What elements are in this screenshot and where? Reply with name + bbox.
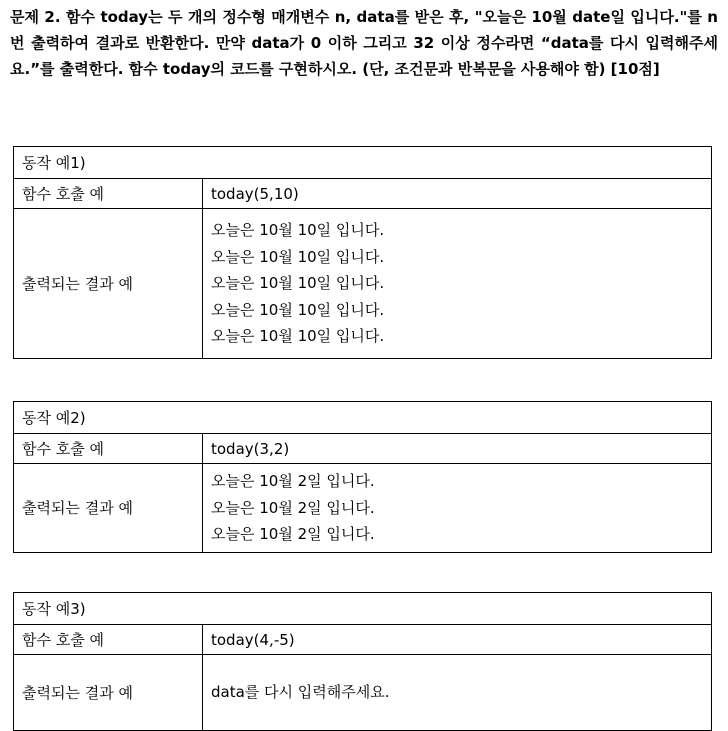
output-label: 출력되는 결과 예: [14, 464, 203, 553]
example-title: 동작 예1): [14, 147, 712, 179]
problem-statement: 문제 2. 함수 today는 두 개의 정수형 매개변수 n, data를 받은 후, "오늘은 10월 date일 입니다."를 n번 출력하여 결과로 반환한다. 만약 data가 0 이하 그리고 32 이상 정수라면 “data를 다시 입력해주세요.”를 출력한다. 함수 today의 코드를 구현하시오. (단, 조건문과 반복문을 사용해야 함) [10점]: [10, 8, 718, 78]
output-line: 오늘은 10월 10일 입니다.: [211, 300, 385, 319]
output-line: 오늘은 10월 2일 입니다.: [211, 472, 375, 490]
output-line: 오늘은 10월 2일 입니다.: [211, 498, 375, 517]
example-title: 동작 예3): [14, 593, 712, 625]
output-line: 오늘은 10월 2일 입니다.: [211, 525, 375, 543]
output-line: 오늘은 10월 10일 입니다.: [211, 221, 385, 239]
output-cell: [203, 464, 712, 553]
example-title: 동작 예2): [14, 402, 712, 434]
output-line: 오늘은 10월 10일 입니다.: [211, 274, 385, 292]
output-line: 오늘은 10월 10일 입니다.: [211, 247, 385, 266]
example-table-3: [13, 592, 712, 731]
output-cell: [203, 655, 712, 731]
call-value: today(5,10): [203, 179, 712, 209]
output-line: 오늘은 10월 10일 입니다.: [211, 327, 385, 345]
call-label: 함수 호출 예: [14, 434, 203, 464]
output-label: 출력되는 결과 예: [14, 209, 203, 359]
output-cell: [203, 209, 712, 359]
call-label: 함수 호출 예: [14, 179, 203, 209]
output-line: data를 다시 입력해주세요.: [211, 683, 390, 702]
call-value: today(4,-5): [203, 625, 712, 655]
example-table-2: [13, 401, 712, 553]
output-label: 출력되는 결과 예: [14, 655, 203, 731]
call-value: today(3,2): [203, 434, 712, 464]
call-label: 함수 호출 예: [14, 625, 203, 655]
example-table-1: [13, 146, 712, 359]
